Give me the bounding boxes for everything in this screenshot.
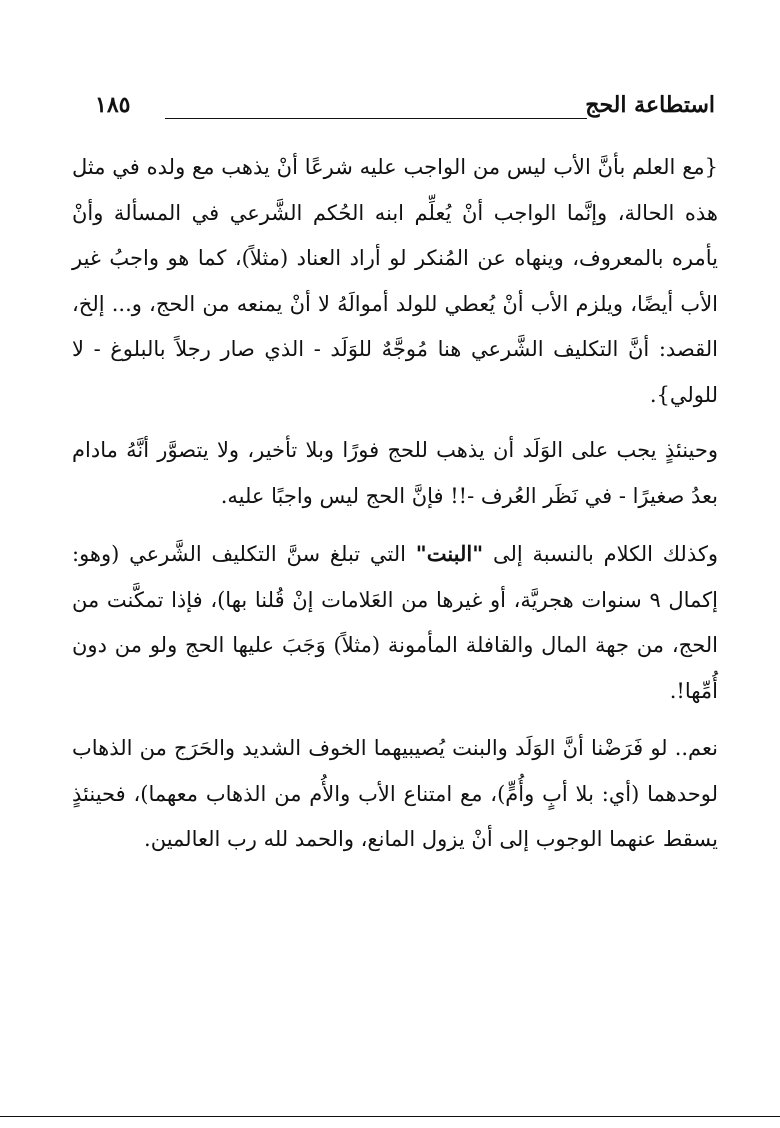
body-text — [72, 145, 718, 875]
paragraph-3 — [72, 531, 718, 714]
paragraph-1: {مع العلم بأنَّ الأب ليس من الواجب عليه شرعًا أنْ يذهب مع ولده في مثل هذه الحالة، وإنَّما الواجب أنْ يُعلِّم ابنه الحُكم الشَّرعي في المسألة وأنْ يأمره بالمعروف، وينهاه عن المُنكر لو أراد العناد (مثلاً)، كما هو واجبُ غير الأب أيضًا، ويلزم الأب أنْ يُعطي للولد أموالَهُ لا أنْ يمنعه من الحج، و... إلخ، القصد: أنَّ التكليف الشَّرعي هنا مُوجَّهٌ للوَلَد - الذي صار رجلاً بالبلوغ - لا للولي}. — [72, 155, 718, 407]
page-number: ١٨٥ — [95, 92, 131, 118]
paragraph-3-rest: التي تبلغ سنَّ التكليف الشَّرعي (وهو: إكمال ٩ سنوات هجريَّة، أو غيرها من العَلامات إنْ قُلنا بها)، فإذا تمكَّنت من الحج، من جهة المال والقافلة المأمونة (مثلاً) وَجَبَ عليها الحج ولو من دون أُمِّها!. — [72, 542, 718, 703]
header-rule — [165, 118, 587, 119]
paragraph-3-emphasis: "البنت" — [415, 541, 484, 566]
paragraph-3-lead: وكذلك الكلام بالنسبة إلى — [483, 542, 718, 566]
paragraph-4: نعم.. لو فَرَضْنا أنَّ الوَلَد والبنت يُصيبيهما الخوف الشديد والحَرَج من الذهاب لوحدهما (أي: بلا أبٍ وأُمٍّ)، مع امتناع الأب والأُم من الذهاب معهما)، فحينئذٍ يسقط عنهما الوجوب إلى أنْ يزول المانع، والحمد لله رب العالمين. — [72, 736, 718, 851]
footer-rule — [0, 1116, 780, 1117]
paragraph-2: وحينئذٍ يجب على الوَلَد أن يذهب للحج فورًا وبلا تأخير، ولا يتصوَّر أنَّهُ مادام بعدُ صغيرًا - في نَظَر العُرف -!! فإنَّ الحج ليس واجبًا عليه. — [72, 438, 718, 508]
page-header — [95, 88, 715, 128]
running-title: استطاعة الحج — [585, 92, 715, 118]
